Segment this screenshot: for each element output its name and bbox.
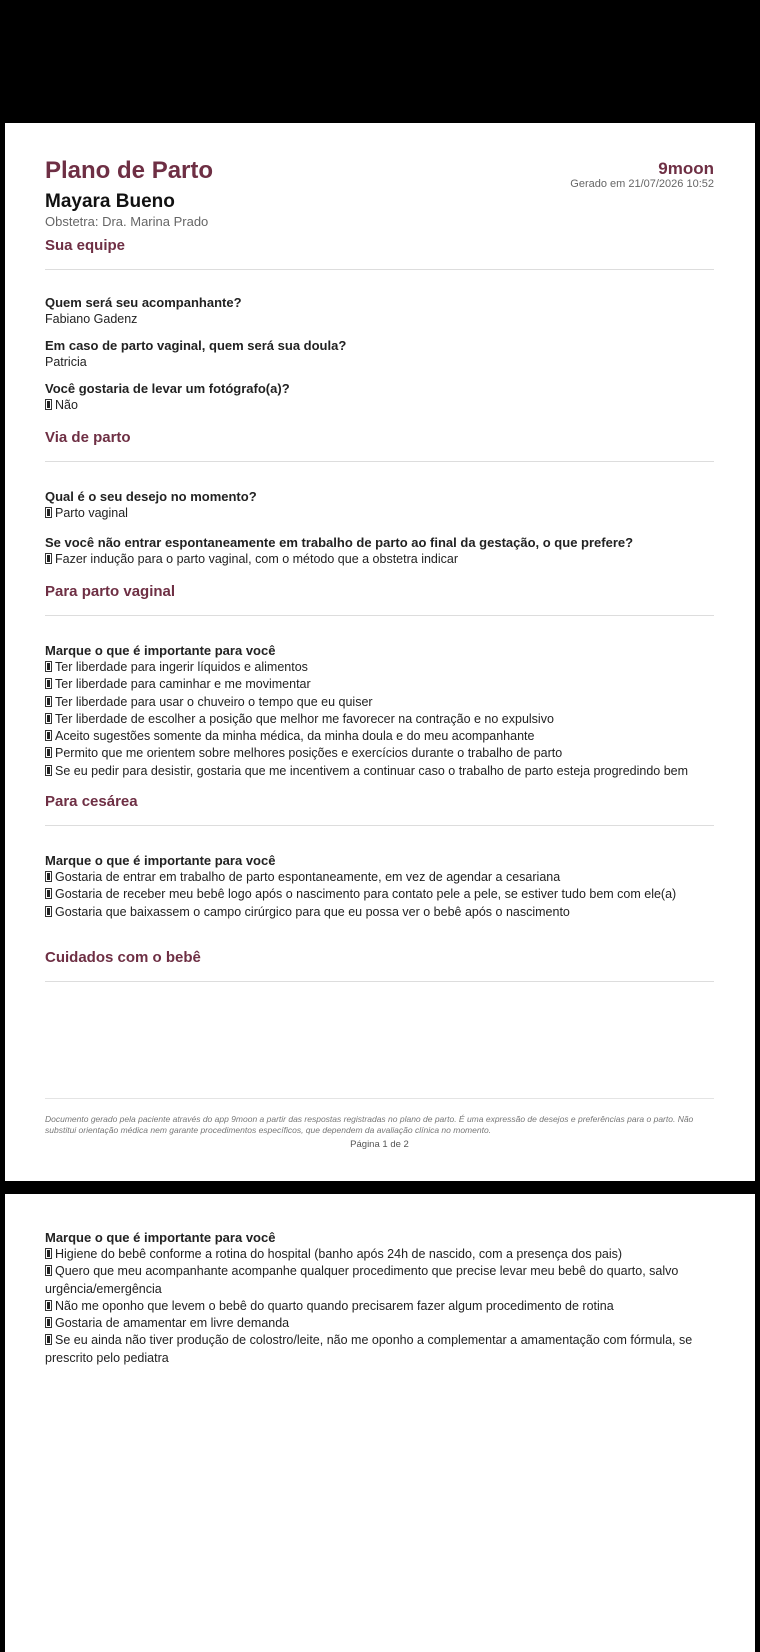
list-item [45,676,714,693]
list-item-text: Higiene do bebê conforme a rotina do hospital (banho após 24h de nascido, com a presença dos pais) [55,1247,623,1261]
list-item [45,694,714,711]
checkbox-icon [45,1317,52,1328]
list-item [45,745,714,762]
answer-text: Fazer indução para o parto vaginal, com o método que a obstetra indicar [55,552,459,566]
checkbox-icon [45,678,52,689]
list-item [45,1315,714,1332]
section-title: Para cesárea [45,793,138,810]
answer-item [45,505,714,522]
list-item [45,1263,714,1298]
checkbox-icon [45,888,52,899]
document-page-1 [5,123,755,1181]
page-number: Página 1 de 2 [350,1139,409,1150]
question-desejo [45,488,714,522]
section-title: Via de parto [45,429,131,446]
list-item-text: Gostaria de entrar em trabalho de parto espontaneamente, em vez de agendar a cesariana [55,870,561,884]
list-item-text: Quero que meu acompanhante acompanhe qualquer procedimento que precise levar meu bebê do quarto, salvo urgência/emergência [45,1264,679,1296]
list-item [45,1298,714,1315]
checkbox-icon [45,1248,52,1259]
question-label: Marque o que é importante para você [45,643,276,658]
checkbox-icon [45,906,52,917]
question-doula [45,337,714,371]
question-label: Quem será seu acompanhante? [45,295,242,310]
list-item-text: Gostaria de amamentar em livre demanda [55,1316,290,1331]
checkbox-icon [45,871,52,882]
checkbox-icon [45,747,52,758]
list-item [45,659,714,676]
list-item-text: Permito que me orientem sobre melhores posições e exercícios durante o trabalho de parto [55,746,563,761]
divider [45,981,714,982]
checkbox-icon [45,696,52,707]
answer-text: Patricia [45,355,87,369]
question-acompanhante [45,294,714,328]
checkbox-icon [45,507,52,518]
question-fotografo [45,380,714,414]
divider [45,615,714,616]
list-item-text: Se eu ainda não tiver produção de colostro/leite, não me oponho a complementar a amamentação com fórmula, se prescrito pelo pediatra [45,1333,693,1365]
section-title: Cuidados com o bebê [45,949,201,966]
checkbox-icon [45,553,52,564]
checkbox-icon [45,730,52,741]
question-label: Se você não entrar espontaneamente em trabalho de parto ao final da gestação, o que prefere? [45,535,634,550]
list-item [45,886,714,903]
question-inducao [45,534,714,568]
patient-name: Mayara Bueno [45,191,175,212]
checkbox-icon [45,1334,52,1345]
section-cesarea [45,793,714,826]
section-equipe [45,237,714,270]
document-page-2 [5,1194,755,1652]
question-bebe-preferencias [45,1229,714,1367]
document-title: Plano de Parto [45,157,214,184]
list-item [45,728,714,745]
divider [45,269,714,270]
answer-text: Parto vaginal [55,506,128,520]
checkbox-icon [45,1265,52,1276]
footer-divider [45,1098,714,1099]
question-label: Qual é o seu desejo no momento? [45,489,257,504]
answer-text: Fabiano Gadenz [45,312,138,326]
list-item [45,904,714,921]
footer-disclaimer: Documento gerado pela paciente através do app 9moon a partir das respostas registradas no plano de parto. É uma expressão de desejos e preferências para o parto. Não substitui orientação médica nem garante procedimentos específicos, que dependem da avaliação clínica no momento. [45,1114,694,1135]
answer-item [45,397,714,414]
list-item-text: Ter liberdade para caminhar e me movimentar [55,677,311,692]
list-item-text: Gostaria que baixassem o campo cirúrgico para que eu possa ver o bebê após o nascimento [55,904,570,919]
doctor-name: Obstetra: Dra. Marina Prado [45,214,209,229]
list-item-text: Não me oponho que levem o bebê do quarto quando precisarem fazer algum procedimento de rotina [55,1298,614,1313]
generated-timestamp: Gerado em 21/07/2026 10:52 [570,178,714,190]
list-item-text: Ter liberdade para usar o chuveiro o tempo que eu quiser [55,694,373,709]
section-cuidados-bebe [45,949,714,982]
list-item-text: Aceito sugestões somente da minha médica, da minha doula e do meu acompanhante [55,729,535,744]
question-cesarea-preferencias [45,852,714,921]
section-parto-vaginal [45,583,714,616]
answer-item [45,551,714,568]
answer-text: Não [55,398,78,412]
section-title: Para parto vaginal [45,583,176,600]
list-item-text: Ter liberdade para ingerir líquidos e alimentos [55,660,308,674]
divider [45,461,714,462]
checkbox-icon [45,765,52,776]
brand-logo: 9moon [658,159,714,178]
section-via-parto [45,429,714,462]
question-label: Marque o que é importante para você [45,853,276,868]
question-label: Você gostaria de levar um fotógrafo(a)? [45,381,290,396]
checkbox-icon [45,661,52,672]
question-vaginal-preferencias [45,642,714,780]
list-item-text: Ter liberdade de escolher a posição que melhor me favorecer na contração e no expulsivo [55,711,554,726]
checkbox-icon [45,399,52,410]
divider [45,825,714,826]
list-item [45,1246,714,1263]
list-item [45,1332,714,1367]
checkbox-icon [45,713,52,724]
list-item [45,763,714,780]
list-item-text: Gostaria de receber meu bebê logo após o nascimento para contato pele a pele, se estiver tudo bem com ele(a) [55,887,677,902]
list-item [45,869,714,886]
checkbox-icon [45,1300,52,1311]
question-label: Marque o que é importante para você [45,1230,276,1245]
section-title: Sua equipe [45,237,126,254]
question-label: Em caso de parto vaginal, quem será sua doula? [45,338,347,353]
list-item-text: Se eu pedir para desistir, gostaria que me incentivem a continuar caso o trabalho de parto esteja progredindo bem [55,763,689,778]
list-item [45,711,714,728]
